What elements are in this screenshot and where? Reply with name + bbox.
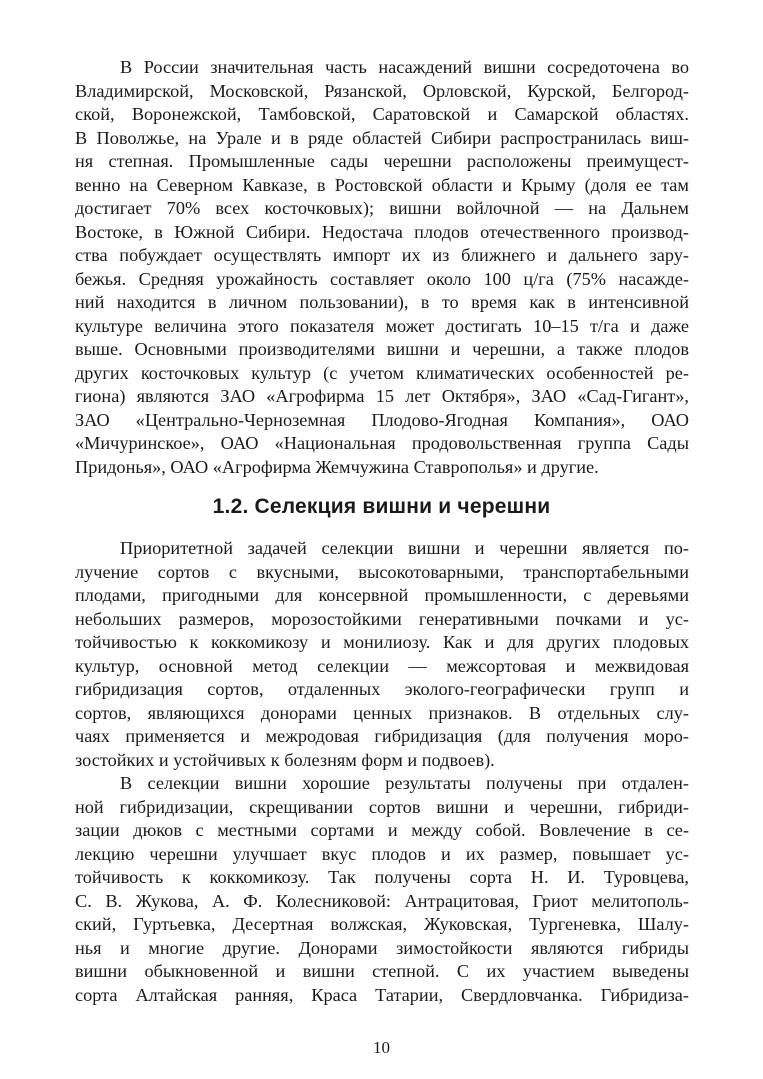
- text-line: культур, основной метод селекции — межсортовая и межвидовая: [75, 655, 689, 676]
- text-line: ной гибридизации, скрещивании сортов вишни и черешни, гибриди-: [75, 796, 689, 817]
- text-line: зации дюков с местными сортами и между собой. Вовлечение в се-: [75, 820, 689, 840]
- text-line: других косточковых культур (с учетом климатических особенностей ре-: [75, 362, 689, 383]
- text-line: венно на Северном Кавказе, в Ростовской области и Крыму (доля ее там: [75, 174, 689, 195]
- text-line: В России значительная часть насаждений вишни сосредоточена во: [120, 57, 689, 77]
- text-line: лучение сортов с вкусными, высокотоварными, транспортабельными: [75, 561, 689, 582]
- text-line: Владимирской, Московской, Рязанской, Орловской, Курской, Белгород-: [75, 80, 689, 101]
- text-line: культуре величина этого показателя может достигать 10–15 т/га и даже: [75, 315, 689, 336]
- text-line: В Поволжье, на Урале и в ряде областей Сибири распространилась виш-: [75, 127, 689, 148]
- text-line: небольших размеров, морозостойкими генеративными почками и ус-: [75, 608, 689, 629]
- text-line: сорта Алтайская ранняя, Краса Татарии, Свердловчанка. Гибридиза-: [75, 984, 689, 1005]
- text-line: Востоке, в Южной Сибири. Недостача плодов отечественного производ-: [75, 221, 689, 242]
- paragraph-1: [75, 56, 689, 479]
- text-line: лекцию черешни улучшает вкус плодов и их размер, повышает ус-: [75, 843, 689, 864]
- text-line: чаях применяется и межродовая гибридизация (для получения моро-: [75, 726, 689, 746]
- text-line: сортов, являющихся донорами ценных признаков. В отдельных слу-: [75, 702, 689, 723]
- page-number: 10: [373, 1038, 390, 1057]
- text-line: зостойких и устойчивых к болезням форм и подвоев).: [75, 749, 495, 770]
- text-line: ЗАО «Центрально-Черноземная Плодово-Ягодная Компания», ОАО: [75, 409, 689, 430]
- text-line: ской, Воронежской, Тамбовской, Саратовской и Самарской областях.: [75, 104, 689, 124]
- text-line: Придонья», ОАО «Агрофирма Жемчужина Ставрополья» и другие.: [75, 456, 599, 477]
- text-line: вишни обыкновенной и вишни степной. С их участием выведены: [75, 961, 689, 981]
- text-line: В селекции вишни хорошие результаты получены при отдален-: [120, 773, 689, 793]
- text-line: Приоритетной задачей селекции вишни и черешни является по-: [120, 538, 689, 558]
- text-line: тойчивость к коккомикозу. Так получены сорта Н. И. Туровцева,: [75, 867, 689, 887]
- text-line: ний находится в личном пользовании), в то время как в интенсивной: [75, 292, 689, 312]
- text-line: нья и многие другие. Донорами зимостойкости являются гибриды: [75, 937, 689, 958]
- text-line: достигает 70% всех косточковых); вишни войлочной — на Дальнем: [75, 198, 689, 218]
- text-line: плодами, пригодными для консервной промышленности, с деревьями: [75, 585, 689, 605]
- text-line: выше. Основными производителями вишни и черешни, а также плодов: [75, 339, 689, 359]
- text-line: ня степная. Промышленные сады черешни расположены преимущест-: [75, 151, 689, 171]
- text-line: гибридизация сортов, отдаленных эколого-географически групп и: [75, 679, 689, 699]
- text-line: ства побуждает осуществлять импорт их из ближнего и дальнего зару-: [75, 245, 689, 265]
- paragraphs-2-3: [75, 537, 689, 1007]
- text-line: тойчивостью к коккомикозу и монилиозу. Как и для других плодовых: [75, 632, 689, 652]
- text-line: «Мичуринское», ОАО «Национальная продовольственная группа Сады: [75, 433, 689, 453]
- text-line: С. В. Жукова, А. Ф. Колесниковой: Антрацитовая, Гриот мелитополь-: [75, 890, 689, 911]
- text-line: гиона) являются ЗАО «Агрофирма 15 лет Октября», ЗАО «Сад-Гигант»,: [75, 386, 689, 406]
- text-line: бежья. Средняя урожайность составляет около 100 ц/га (75% насажде-: [75, 268, 689, 289]
- section-heading: 1.2. Селекция вишни и черешни: [212, 495, 551, 518]
- text-line: ский, Гуртьевка, Десертная волжская, Жуковская, Тургеневка, Шалу-: [75, 914, 689, 934]
